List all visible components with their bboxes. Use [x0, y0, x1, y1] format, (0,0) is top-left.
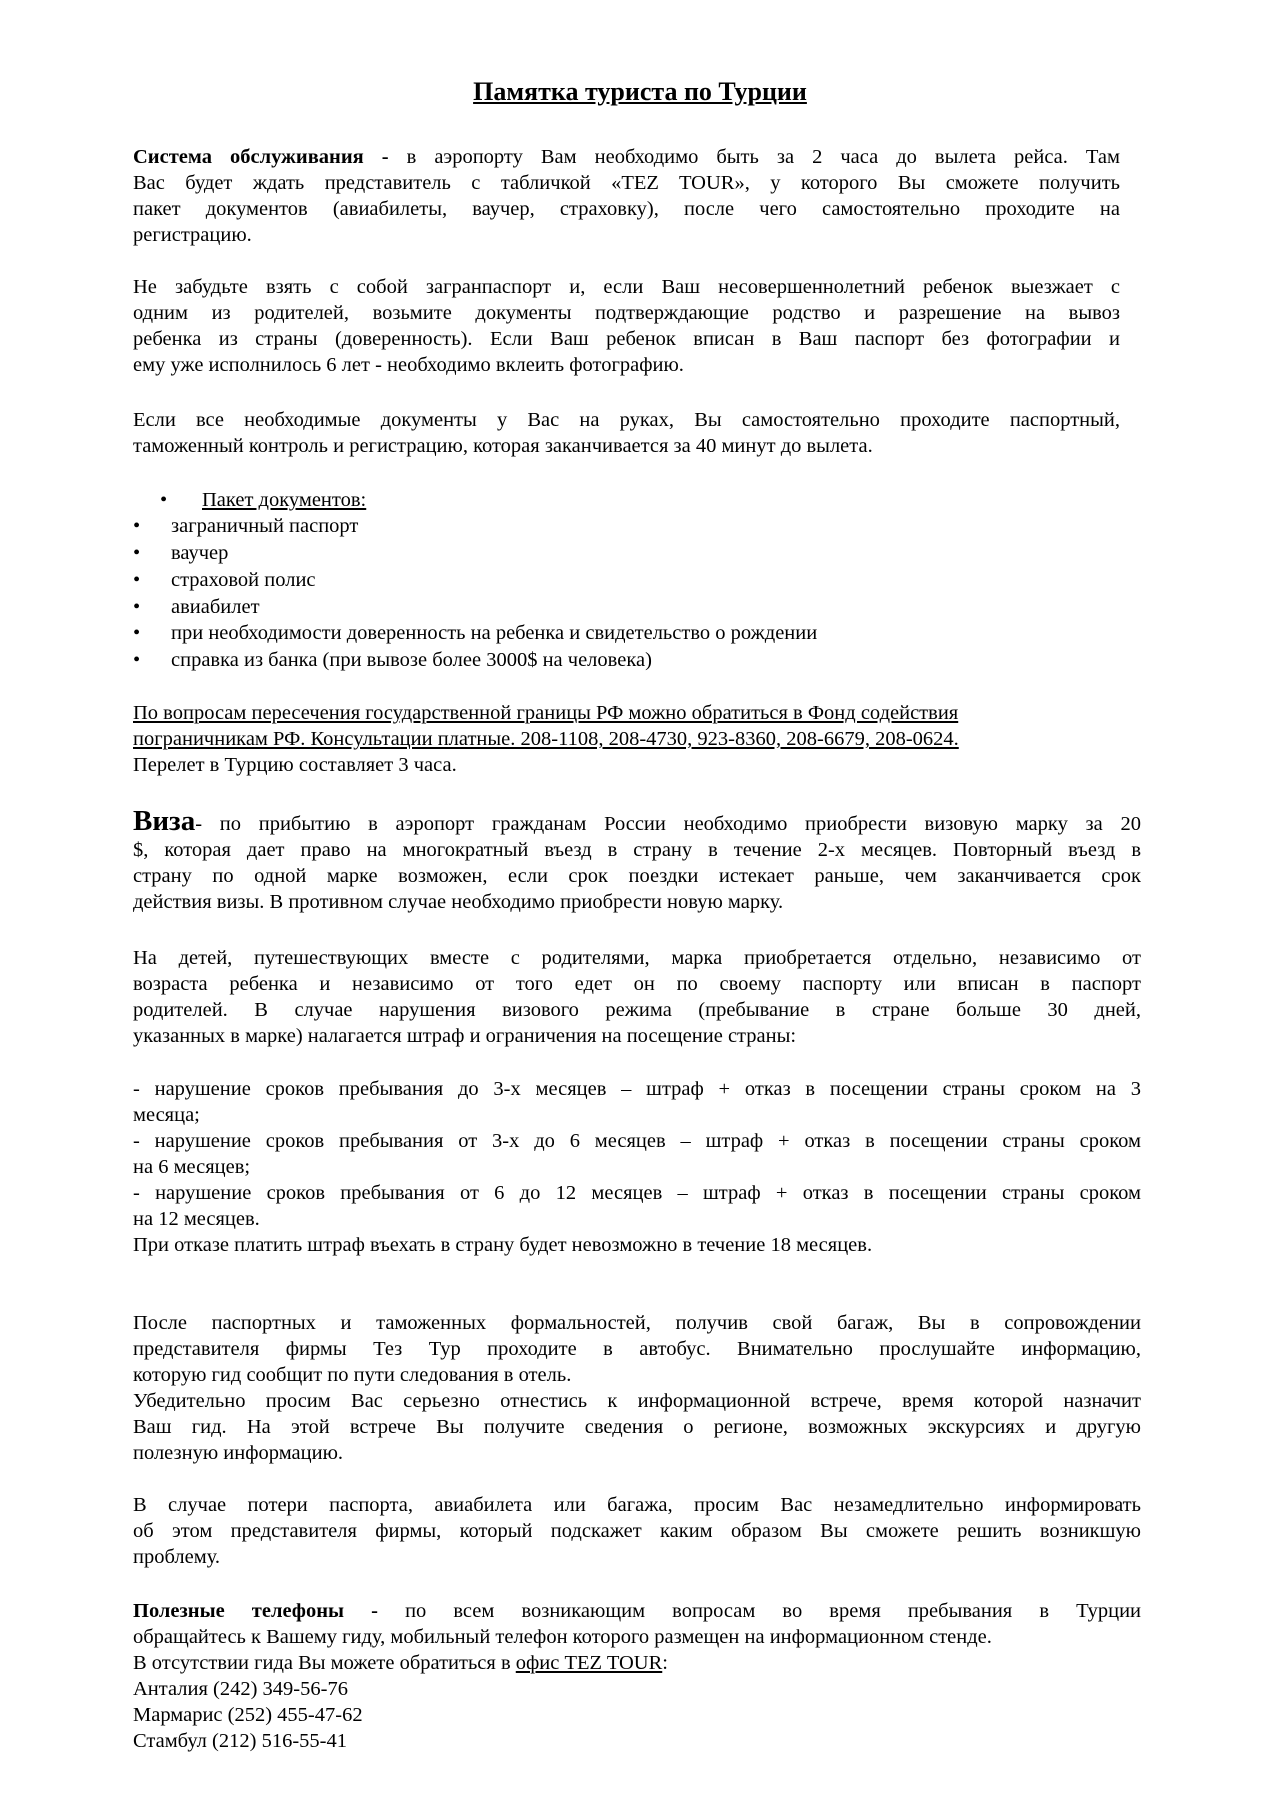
phones-line-3 [133, 1650, 1141, 1676]
bullet-icon: • [133, 515, 141, 537]
passport-line-4: ему уже исполнилось 6 лет - необходимо вклеить фотографию. [133, 354, 684, 376]
passport-line-2: одним из родителей, возьмите документы подтверждающие родство и разрешение на вывоз [133, 302, 1120, 324]
service-section [133, 144, 1120, 248]
visa-text: - по прибытию в аэропорт гражданам России необходимо приобрести визовую марку за 20 [195, 813, 1141, 835]
bullet-icon: • [133, 569, 141, 591]
list-item-text: справка из банка (при вывозе более 3000$ на человека) [171, 649, 652, 671]
children-line-4: указанных в марке) налагается штраф и ограничения на посещение страны: [133, 1025, 797, 1047]
border-line-2: пограничникам РФ. Консультации платные. 208-1108, 208-4730, 923-8360, 208-6679, 208-0624. [133, 728, 959, 750]
children-line-1: На детей, путешествующих вместе с родителями, марка приобретается отдельно, независимо от [133, 947, 1141, 969]
children-line-2: возраста ребенка и независимо от того едет он по своему паспорту или вписан в паспорт [133, 973, 1141, 995]
list-item [133, 540, 1033, 566]
list-item [133, 620, 1033, 646]
violation-3-line-2: на 12 месяцев. [133, 1208, 260, 1230]
children-paragraph [133, 945, 1141, 1049]
meeting-line-3: полезную информацию. [133, 1442, 344, 1464]
arrival-line-1: После паспортных и таможенных формальностей, получив свой багаж, Вы в сопровождении [133, 1312, 1141, 1334]
office-marmaris: Мармарис (252) 455-47-62 [133, 1704, 363, 1726]
phones-line-3-text: В отсутствии гида Вы можете обратиться в [133, 1652, 516, 1674]
phones-line-3-colon: : [662, 1652, 668, 1674]
list-item [133, 513, 1033, 539]
bullet-icon: • [133, 649, 141, 671]
service-line-2: Вас будет ждать представитель с табличкой «TEZ TOUR», у которого Вы сможете получить [133, 172, 1120, 194]
list-item-text: заграничный паспорт [171, 515, 359, 537]
service-text: в аэропорту Вам необходимо быть за 2 часа до вылета рейса. Там [406, 146, 1121, 168]
visa-line-2: $, которая дает право на многократный въезд в страну в течение 2-х месяцев. Повторный въезд в [133, 839, 1141, 861]
documents-heading-item [160, 487, 366, 513]
service-heading: Система обслуживания [133, 146, 364, 168]
loss-line-1: В случае потери паспорта, авиабилета или багажа, просим Вас незамедлительно информировать [133, 1494, 1141, 1516]
visa-line-4: действия визы. В противном случае необходимо приобрести новую марку. [133, 891, 784, 913]
tez-tour-office-link[interactable]: офис TEZ TOUR [515, 1652, 663, 1674]
arrival-line-3: которую гид сообщит по пути следования в отель. [133, 1364, 572, 1386]
bullet-icon: • [160, 489, 168, 511]
service-line-3: пакет документов (авиабилеты, ваучер, страховку), после чего самостоятельно проходите на [133, 198, 1120, 220]
violation-3-line-1: - нарушение сроков пребывания от 6 до 12 месяцев – штраф + отказ в посещении страны сроком [133, 1182, 1141, 1204]
list-item-text: при необходимости доверенность на ребенка и свидетельство о рождении [171, 622, 818, 644]
border-line-1: По вопросам пересечения государственной границы РФ можно обратиться в Фонд содействия [133, 702, 959, 724]
arrival-line-2: представителя фирмы Тез Тур проходите в автобус. Внимательно прослушайте информацию, [133, 1338, 1141, 1360]
loss-line-2: об этом представителя фирмы, который подскажет каким образом Вы сможете решить возникшую [133, 1520, 1141, 1542]
passport-line-1: Не забудьте взять с собой загранпаспорт и, если Ваш несовершеннолетний ребенок выезжает с [133, 276, 1120, 298]
loss-line-3: проблему. [133, 1546, 221, 1568]
visa-line-1 [133, 805, 1141, 837]
violation-1-line-1: - нарушение сроков пребывания до 3-х месяцев – штраф + отказ в посещении страны сроком на 3 [133, 1078, 1141, 1100]
phones-text: по всем возникающим вопросам во время пребывания в Турции [405, 1600, 1142, 1622]
meeting-line-2: Ваш гид. На этой встрече Вы получите сведения о регионе, возможных экскурсиях и другую [133, 1416, 1141, 1438]
control-line-2: таможенный контроль и регистрацию, которая заканчивается за 40 минут до вылета. [133, 435, 873, 457]
service-line-1 [133, 144, 1120, 170]
page-title: Памятка туриста по Турции [473, 77, 807, 106]
fine-refusal: При отказе платить штраф въехать в страну будет невозможно в течение 18 месяцев. [133, 1234, 873, 1256]
violation-2-line-2: на 6 месяцев; [133, 1156, 251, 1178]
children-line-3: родителей. В случае нарушения визового режима (пребывание в стране больше 30 дней, [133, 999, 1141, 1021]
passport-line-3: ребенка из страны (доверенность). Если Ваш ребенок вписан в Ваш паспорт без фотографии и [133, 328, 1120, 350]
visa-section [133, 805, 1141, 915]
phones-dash: - [344, 1600, 406, 1622]
list-item-text: страховой полис [171, 569, 316, 591]
bullet-icon: • [133, 542, 141, 564]
phones-section [133, 1598, 1141, 1754]
phones-line-1 [133, 1598, 1141, 1624]
control-paragraph [133, 407, 1120, 459]
list-item [133, 594, 1033, 620]
service-line-4: регистрацию. [133, 224, 252, 246]
phones-heading: Полезные телефоны [133, 1600, 345, 1622]
flight-time: Перелет в Турцию составляет 3 часа. [133, 754, 457, 776]
meeting-line-1: Убедительно просим Вас серьезно отнестись к информационной встрече, время которой назначит [133, 1390, 1141, 1412]
list-item-text: ваучер [171, 542, 229, 564]
documents-heading: Пакет документов: [202, 489, 367, 511]
bullet-icon: • [133, 622, 141, 644]
violations-list [133, 1076, 1141, 1258]
office-istanbul: Стамбул (212) 516-55-41 [133, 1730, 347, 1752]
office-antalya: Анталия (242) 349-56-76 [133, 1678, 348, 1700]
phones-line-2: обращайтесь к Вашему гиду, мобильный телефон которого размещен на информационном стенде. [133, 1626, 992, 1648]
list-item [133, 567, 1033, 593]
violation-1-line-2: месяца; [133, 1104, 200, 1126]
arrival-paragraph [133, 1310, 1141, 1466]
passport-paragraph [133, 274, 1120, 378]
list-item-text: авиабилет [171, 596, 260, 618]
bullet-icon: • [133, 596, 141, 618]
violation-2-line-1: - нарушение сроков пребывания от 3-х до 6 месяцев – штраф + отказ в посещении страны сроком [133, 1130, 1141, 1152]
border-paragraph [133, 700, 1120, 778]
loss-paragraph [133, 1492, 1141, 1570]
visa-line-3: страну по одной марке возможен, если срок поездки истекает раньше, чем заканчивается срок [133, 865, 1141, 887]
visa-heading: Виза [133, 805, 196, 837]
service-dash: - [363, 146, 407, 168]
list-item [133, 647, 1033, 673]
control-line-1: Если все необходимые документы у Вас на руках, Вы самостоятельно проходите паспортный, [133, 409, 1120, 431]
